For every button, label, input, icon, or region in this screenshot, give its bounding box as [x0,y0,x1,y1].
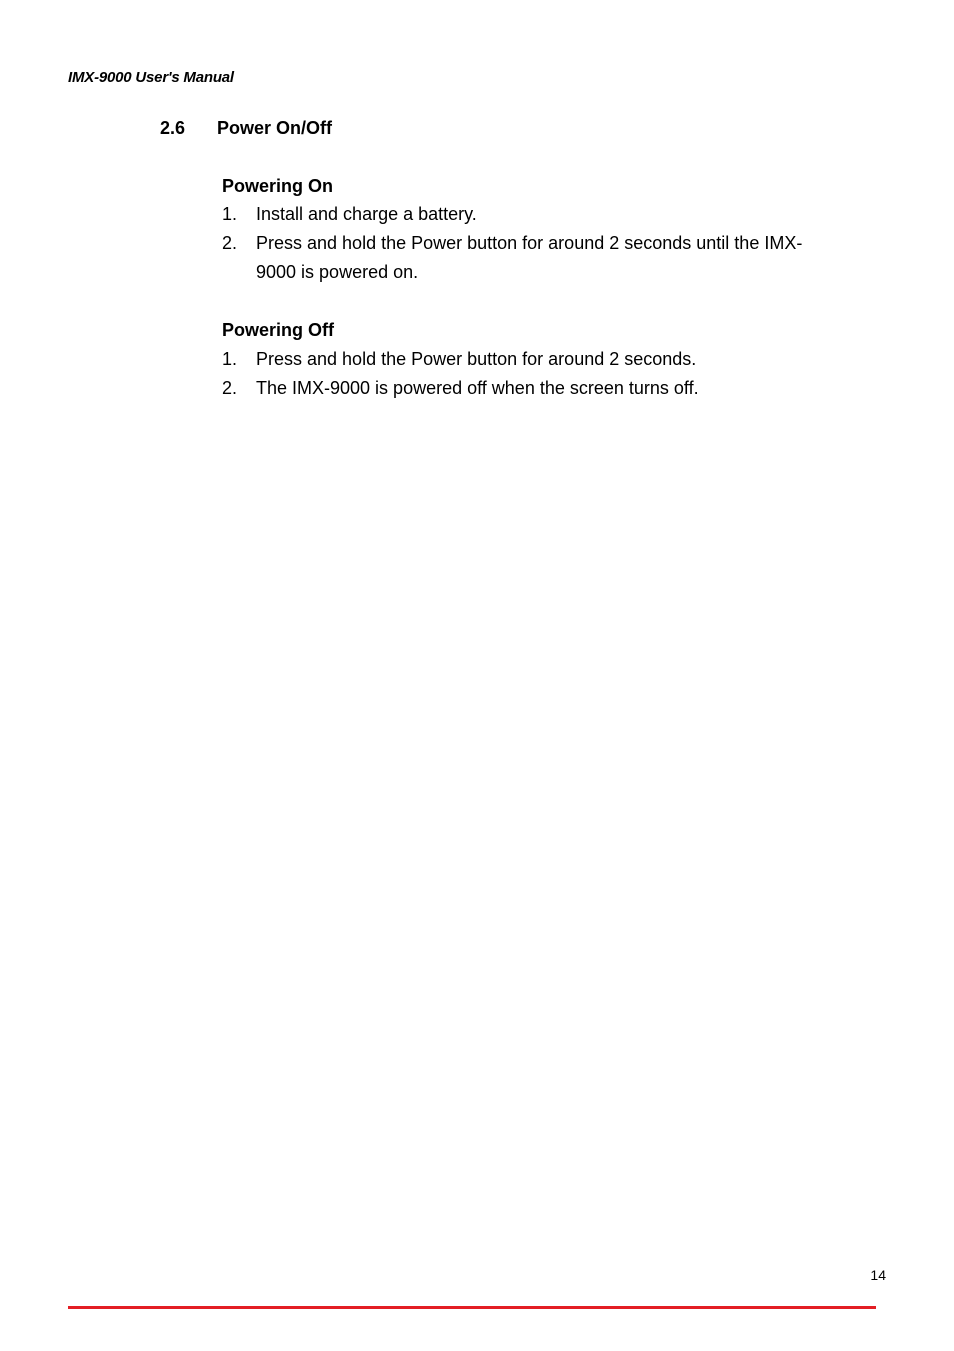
powering-on-heading: Powering On [222,176,334,196]
powering-off-heading: Powering Off [222,320,334,340]
list-marker: 1. [222,204,238,224]
list-item [222,200,842,229]
section-title: Power On/Off [217,118,333,138]
section-heading [160,118,332,139]
section-number: 2.6 [160,118,186,138]
footer-rule [68,1306,876,1309]
list-item [222,345,842,374]
page-number: 14 [870,1267,886,1283]
powering-off-steps [222,345,842,403]
list-item-text: Press and hold the Power button for around 2 seconds until the IMX-9000 is powered on. [256,233,803,282]
list-item [222,229,842,287]
list-item-text: The IMX-9000 is powered off when the screen turns off. [256,378,699,398]
list-marker: 2. [222,378,238,398]
list-item [222,374,842,403]
powering-on-steps [222,200,842,287]
list-marker: 2. [222,233,238,253]
list-item-text: Install and charge a battery. [256,204,477,224]
running-header: IMX-9000 User's Manual [68,69,234,86]
list-item-text: Press and hold the Power button for around 2 seconds. [256,349,697,369]
list-marker: 1. [222,349,238,369]
